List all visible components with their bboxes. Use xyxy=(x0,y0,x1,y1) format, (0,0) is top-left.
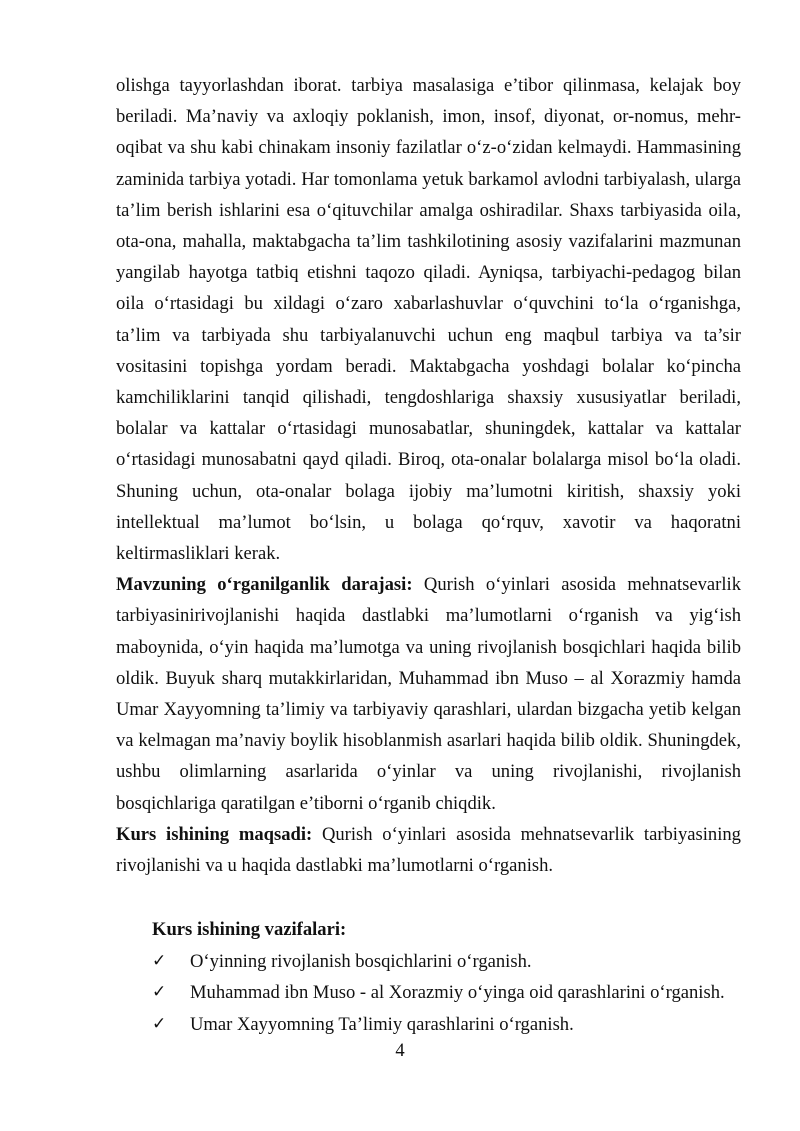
task-text: O‘yinning rivojlanish bosqichlarini o‘rganish. xyxy=(190,950,532,972)
course-tasks xyxy=(152,914,752,1040)
task-item xyxy=(152,977,752,1009)
paragraph-study-level xyxy=(116,569,741,819)
checkmark-icon: ✓ xyxy=(152,950,167,971)
course-goal-body: Qurish o‘yinlari asosida mehnatsevarlik tarbiyasining rivojlanishi va u haqida dastlabki ma’lumotlarni o‘rganish. xyxy=(116,823,741,877)
checkmark-icon: ✓ xyxy=(152,1013,167,1034)
study-level-body: Qurish o‘yinlari asosida mehnatsevarlik tarbiyasinirivojlanishi haqida dastlabki ma’lumotlarni o‘rganish va yig‘ish maboynida, o‘yin haqida ma’lumotga va uning rivojlanish bosqichlari haqida bilib oldik. Buyuk sharq mutakkirlaridan, Muhammad ibn Muso – al Xorazmiy hamda Umar Xayyomning ta’limiy va tarbiyaviy qarashlari, ulardan bizgacha yetib kelgan va kelmagan ma’naviy boylik hisoblanmish asarlari haqida bilib oldik. Shuningdek, ushbu olimlarning asarlarida o‘yinlar va uning rivojlanishi, rivojlanish bosqichlariga qaratilgan e’tiborni o‘rganib chiqdik. xyxy=(116,574,741,814)
task-item xyxy=(152,946,752,978)
study-level-heading: Mavzuning o‘rganilganlik darajasi: xyxy=(116,574,413,596)
paragraph-course-goal xyxy=(116,819,741,881)
body-text xyxy=(116,70,741,881)
tasks-heading: Kurs ishining vazifalari: xyxy=(152,919,347,940)
task-text: Muhammad ibn Muso - al Xorazmiy o‘yinga oid qarashlarini o‘rganish. xyxy=(190,982,725,1003)
page-number: 4 xyxy=(395,1040,405,1061)
course-goal-heading: Kurs ishining maqsadi: xyxy=(116,823,313,845)
paragraph-intro: olishga tayyorlashdan iborat. tarbiya masalasiga e’tibor qilinmasa, kelajak boy beriladi. Ma’naviy va axloqiy poklanish, imon, insof, diyonat, or-nomus, mehr-oqibat va shu kabi chinakam insoniy fazilatlar o‘z-o‘zidan kelmaydi. Hammasining zaminida tarbiya yotadi. Har tomonlama yetuk barkamol avlodni tarbiyalash, ularga ta’lim berish ishlarini esa o‘qituvchilar amalga oshiradilar. Shaxs tarbiyasida oila, ota-ona, mahalla, maktabgacha ta’lim tashkilotining asosiy vazifalarini mazmunan yangilab hayotga tatbiq etishni taqozo qiladi. Ayniqsa, tarbiyachi-pedagog bilan oila o‘rtasidagi bu xildagi o‘zaro xabarlashuvlar o‘quvchini to‘la o‘rganishga, ta’lim va tarbiyada shu tarbiyalanuvchi uchun eng maqbul tarbiya va ta’sir vositasini topishga yordam beradi. Maktabgacha yoshdagi bolalar ko‘pincha kamchiliklarini tanqid qilishadi, tengdoshlariga shaxsiy xususiyatlar beriladi, bolalar va kattalar o‘rtasidagi munosabatlar, shuningdek, kattalar va kattalar o‘rtasidagi munosabatni qayd qiladi. Biroq, ota-onalar bolalarga misol bo‘la oladi. Shuning uchun, ota-onalar bolaga ijobiy ma’lumotni kiritish, shaxsiy yoki intellektual ma’lumot bo‘lsin, u bolaga qo‘rquv, xavotir va haqoratni keltirmasliklari kerak. xyxy=(116,75,741,565)
task-item xyxy=(152,1009,752,1041)
checkmark-icon: ✓ xyxy=(152,982,167,1002)
task-text: Umar Xayyomning Ta’limiy qarashlarini o‘rganish. xyxy=(190,1013,574,1035)
